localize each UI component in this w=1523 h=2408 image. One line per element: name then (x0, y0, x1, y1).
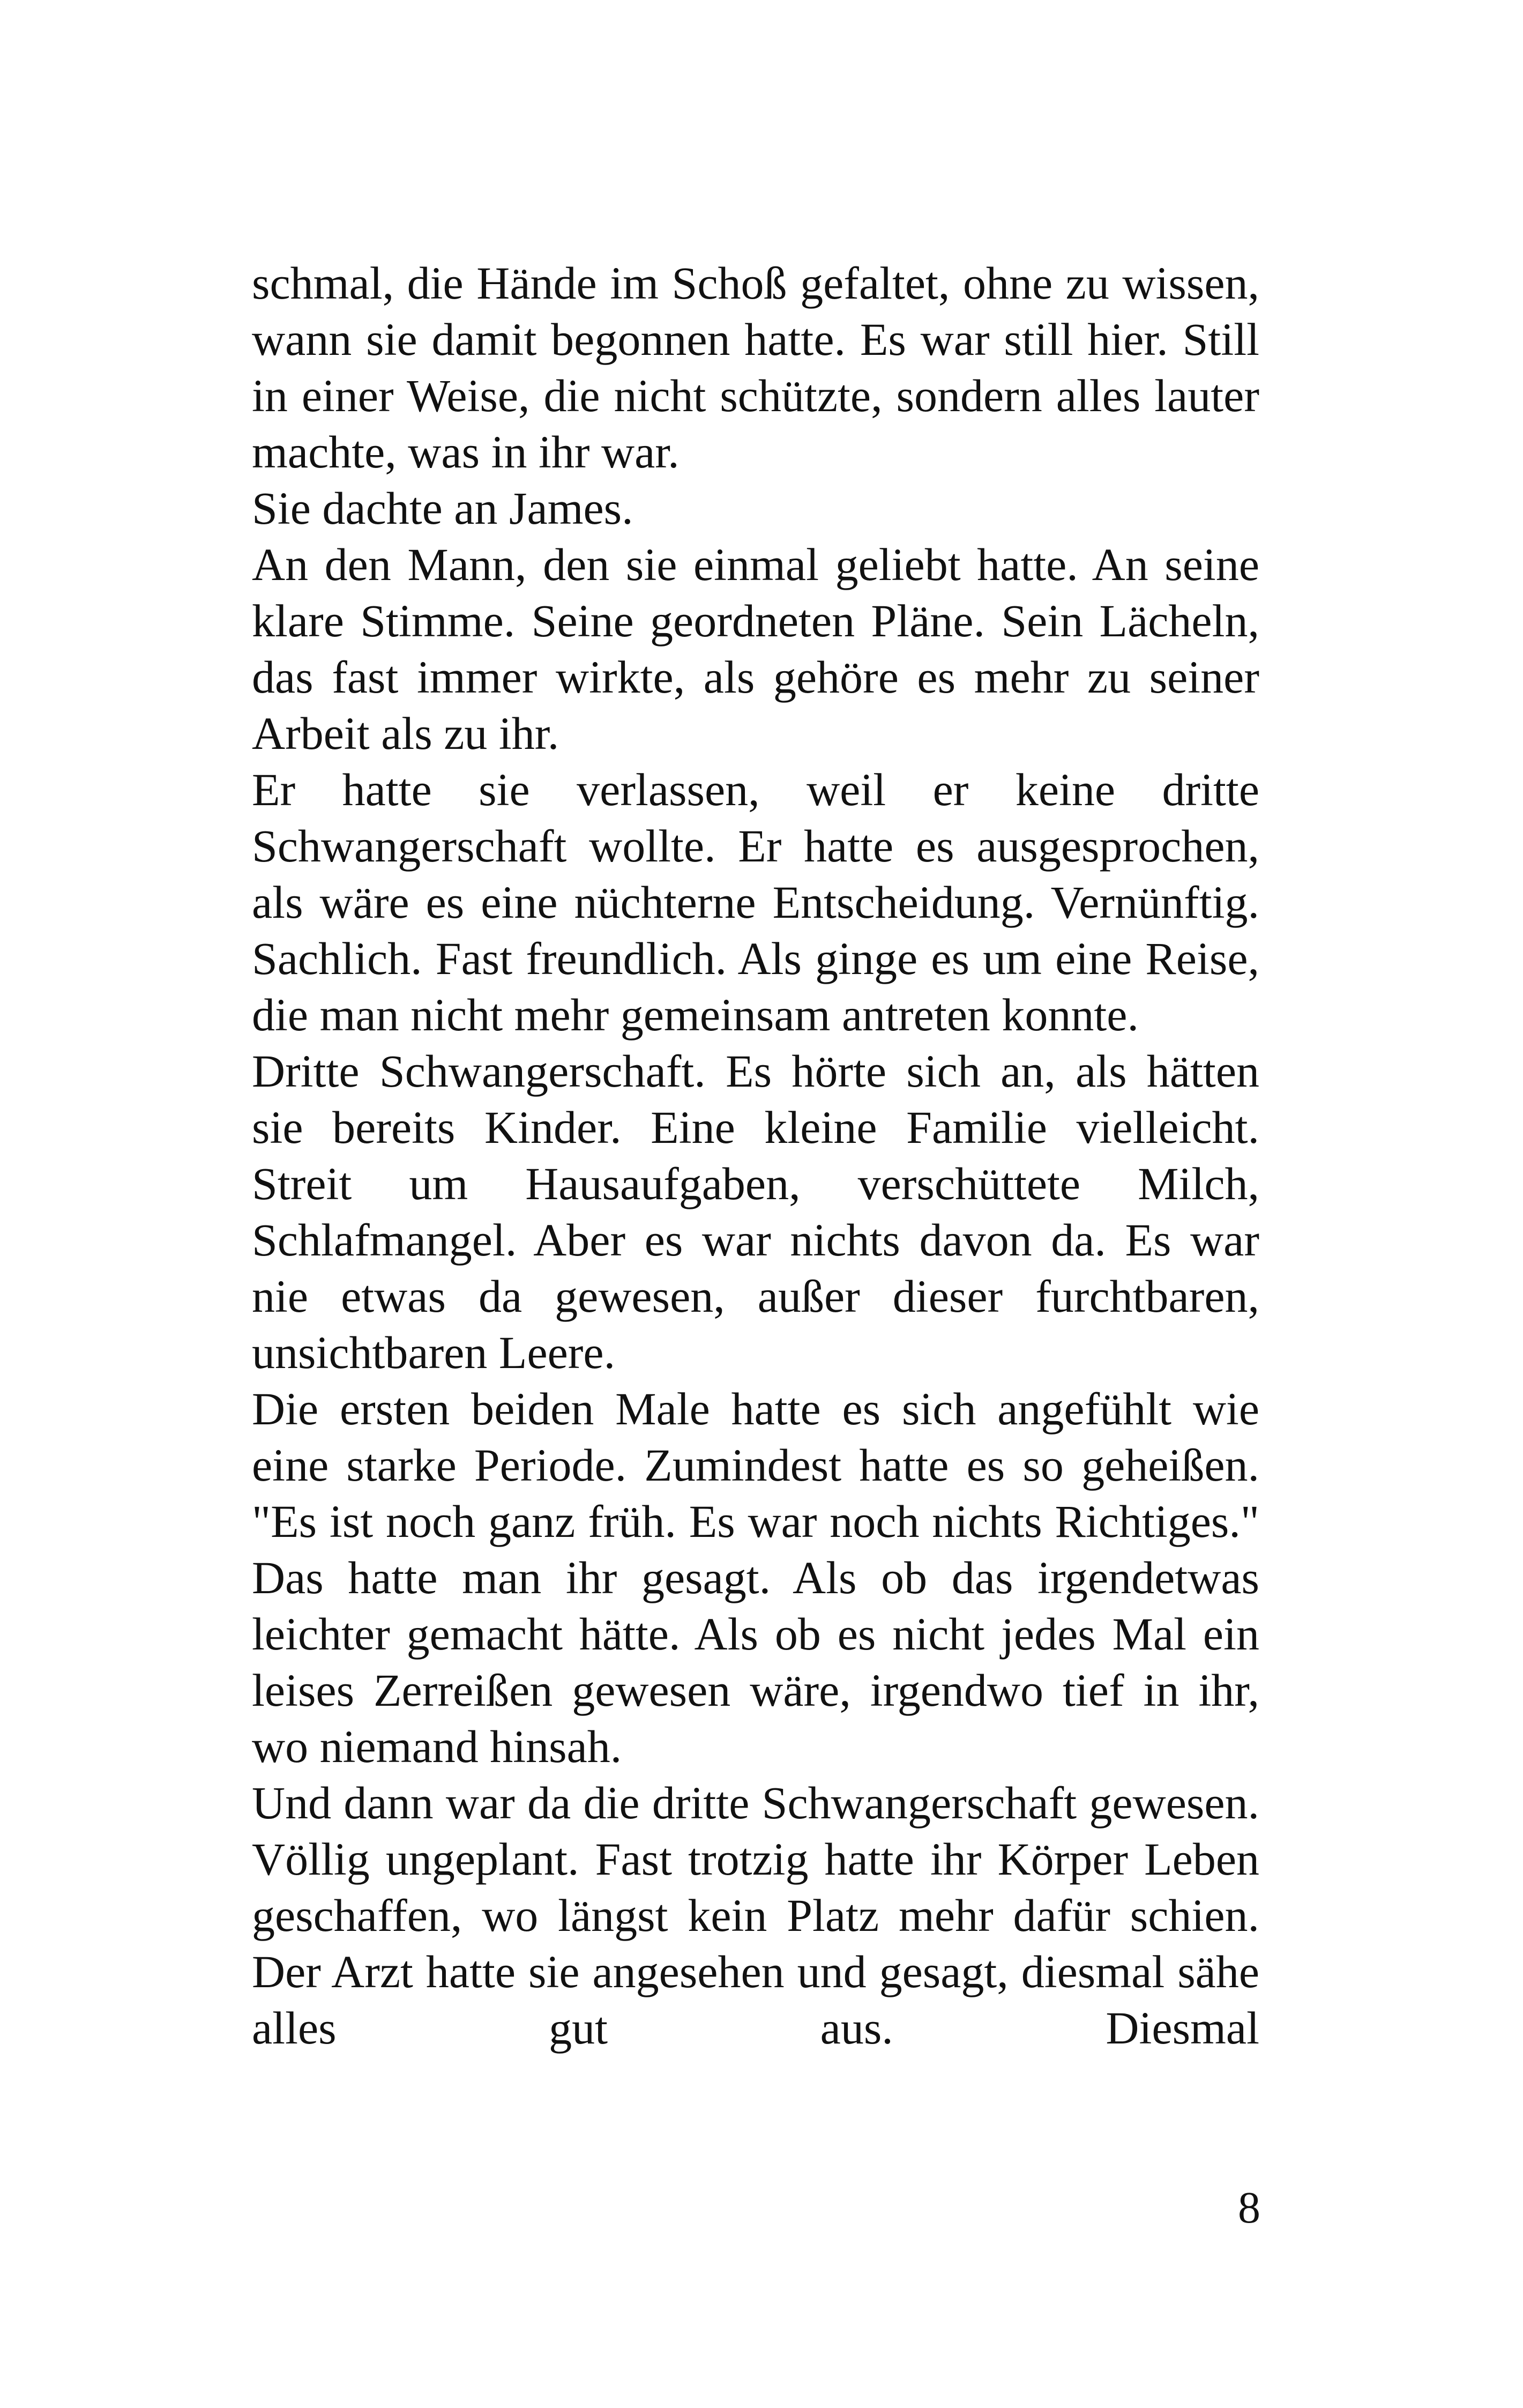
paragraph: Er hatte sie verlassen, weil er keine dritte Schwangerschaft wollte. Er hatte es ausgesprochen, als wäre es eine nüchterne Entscheidung. Vernünftig. Sachlich. Fast freundlich. Als ginge es um eine Reise, die man nicht mehr gemeinsam antreten konnte. (252, 764, 1259, 1041)
paragraph: Und dann war da die dritte Schwangerschaft gewesen. Völlig ungeplant. Fast trotzig hatte ihr Körper Leben geschaffen, wo längst kein Platz mehr dafür schien. Der Arzt hatte sie angesehen und gesagt, diesmal sähe alles gut aus. Diesmal (252, 1777, 1259, 2054)
paragraph: schmal, die Hände im Schoß gefaltet, ohne zu wissen, wann sie damit begonnen hatte. Es war still hier. Still in einer Weise, die nicht schützte, sondern alles lauter machte, was in ihr war. (252, 257, 1259, 478)
paragraph: An den Mann, den sie einmal geliebt hatte. An seine klare Stimme. Seine geordneten Pläne. Sein Lächeln, das fast immer wirkte, als gehöre es mehr zu seiner Arbeit als zu ihr. (252, 539, 1259, 759)
paragraph: Dritte Schwangerschaft. Es hörte sich an, als hätten sie bereits Kinder. Eine kleine Familie vielleicht. Streit um Hausaufgaben, verschüttete Milch, Schlafmangel. Aber es war nichts davon da. Es war nie etwas da gewesen, außer dieser furchtbaren, unsichtbaren Leere. (252, 1045, 1259, 1378)
body-text (252, 255, 1259, 2056)
paragraph: Sie dachte an James. (252, 482, 633, 534)
paragraph: Die ersten beiden Male hatte es sich angefühlt wie eine starke Periode. Zumindest hatte es so geheißen. "Es ist noch ganz früh. Es war noch nichts Richtiges." Das hatte man ihr gesagt. Als ob das irgendetwas leichter gemacht hätte. Als ob es nicht jedes Mal ein leises Zerreißen gewesen wäre, irgendwo tief in ihr, wo niemand hinsah. (252, 1383, 1259, 1772)
page-number: 8 (1238, 2183, 1260, 2233)
